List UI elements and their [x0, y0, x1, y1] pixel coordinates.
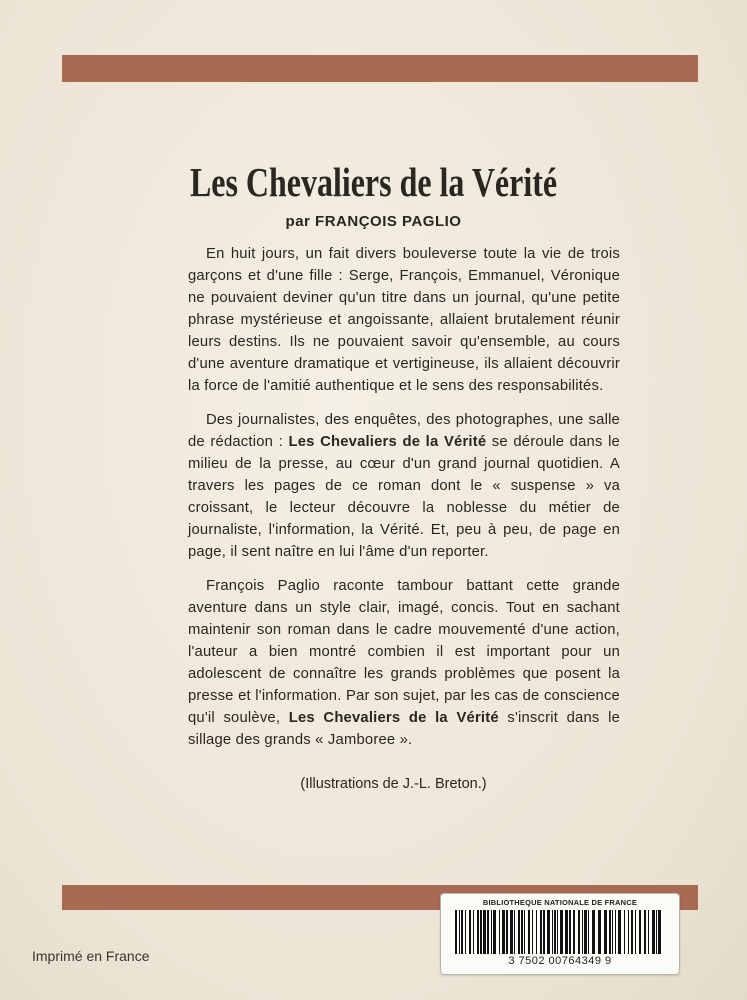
book-title-reference: Les Chevaliers de la Vérité [288, 710, 499, 726]
book-title-reference: Les Chevaliers de la Vérité [288, 434, 487, 450]
paragraph-text: Des journalistes, des enquêtes, des photographes, une salle de rédaction : [188, 412, 620, 450]
paragraph-text: se déroule dans le milieu de la presse, au cœur d'un grand journal quotidien. A travers les pages de ce roman dont le « suspense » va croissant, le lecteur découvre la noblesse du métier de journaliste, l'information, la Vérité. Et, peu à peu, de page en page, il sent naître en lui l'âme d'un reporter. [188, 434, 620, 560]
paragraph-text: En huit jours, un fait divers bouleverse toute la vie de trois garçons et d'une fille : Serge, François, Emmanuel, Véronique ne pouvaient deviner qu'un titre dans un journal, qu'une petite phrase mystérieuse et angoissante, allaient brutalement réunir leurs destins. Ils ne pouvaient savoir qu'ensemble, au cours d'une aventure dramatique et vertigineuse, ils allaient découvrir la force de l'amitié authentique et le sens des responsabilités. [188, 246, 620, 394]
printed-in-france-note: Imprimé en France [32, 948, 150, 964]
paragraph-text: François Paglio raconte tambour battant cette grande aventure dans un style clair, imagé, concis. Tout en sachant maintenir son roman dans le cadre mouvementé d'une action, l'auteur a bien montré combien il est important pour un adolescent de connaître les grands problèmes que posent la presse et l'information. Par son sujet, par les cas de conscience qu'il soulève, [188, 578, 620, 726]
paragraph-text: s'inscrit dans le sillage des grands « Jamboree ». [188, 710, 620, 748]
blurb-text [188, 243, 620, 763]
library-label-title: BIBLIOTHEQUE NATIONALE DE FRANCE [482, 898, 638, 907]
book-title: Les Chevaliers de la Vérité [189, 159, 558, 205]
library-label-number: 3 7502 00764349 9 [508, 955, 612, 967]
author-byline: par FRANÇOIS PAGLIO [285, 213, 462, 230]
barcode-icon [455, 910, 665, 954]
blurb-paragraph [188, 409, 620, 563]
blurb-paragraph [188, 243, 620, 397]
top-decorative-band [62, 55, 698, 82]
blurb-paragraph [188, 575, 620, 751]
library-barcode-label [440, 893, 680, 975]
illustrations-credit: (Illustrations de J.-L. Breton.) [300, 776, 487, 792]
